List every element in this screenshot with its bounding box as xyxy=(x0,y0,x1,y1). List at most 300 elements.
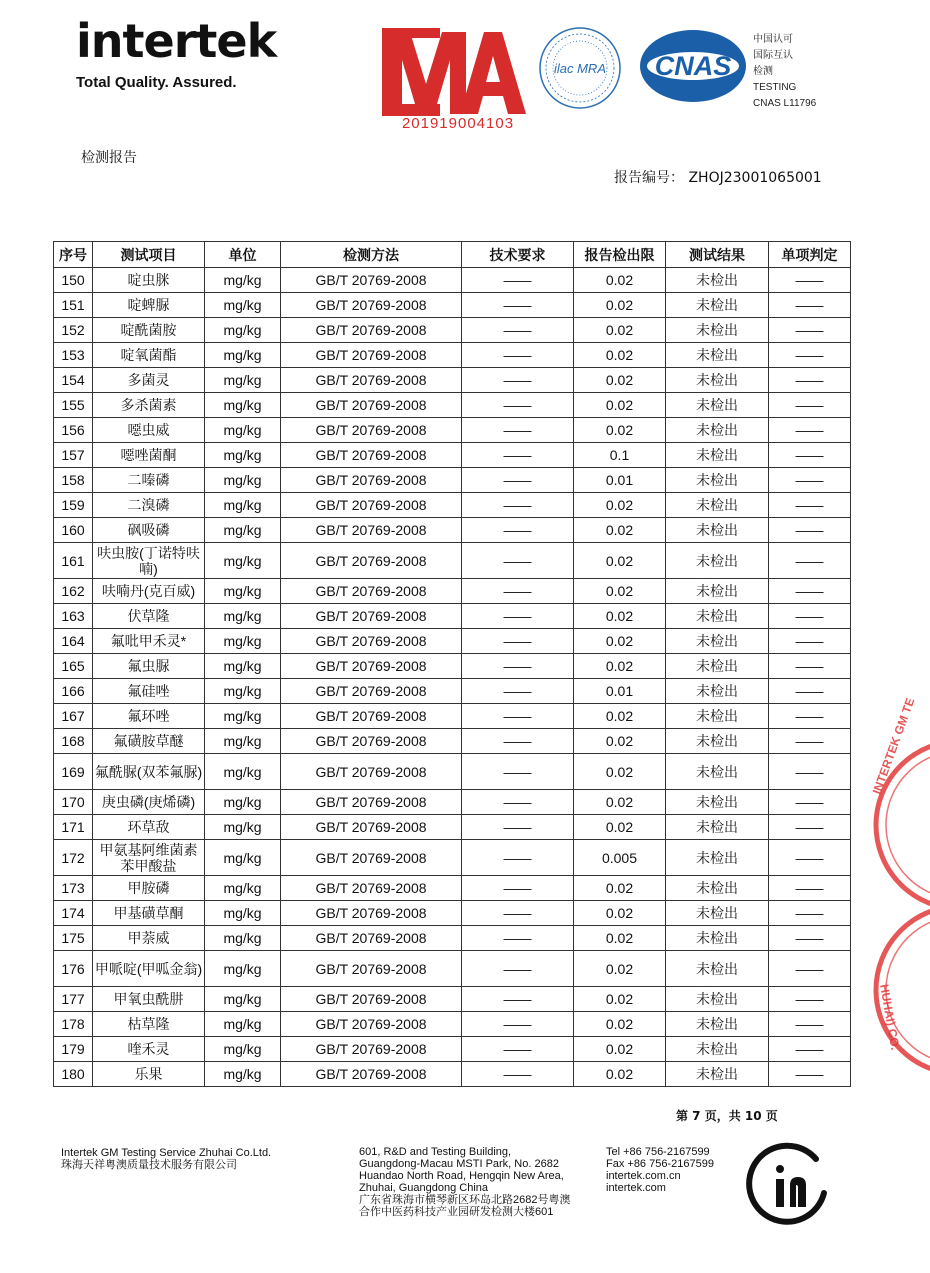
cell-seq: 170 xyxy=(54,790,93,815)
table-row xyxy=(54,418,851,443)
cell-limit: 0.005 xyxy=(574,840,666,876)
cell-result: 未检出 xyxy=(666,518,769,543)
cell-seq: 164 xyxy=(54,629,93,654)
cell-requirement: —— xyxy=(462,1037,574,1062)
table-row xyxy=(54,1062,851,1087)
cell-requirement: —— xyxy=(462,268,574,293)
cell-result: 未检出 xyxy=(666,293,769,318)
cell-judgement: —— xyxy=(769,987,851,1012)
intertek-logo xyxy=(76,14,316,91)
cell-judgement: —— xyxy=(769,268,851,293)
cell-limit: 0.02 xyxy=(574,704,666,729)
cell-unit: mg/kg xyxy=(205,1037,281,1062)
ilac-label: ilac MRA xyxy=(553,61,607,76)
footer-line: intertek.com.cn xyxy=(606,1170,681,1182)
cell-limit: 0.02 xyxy=(574,729,666,754)
cell-seq: 160 xyxy=(54,518,93,543)
table-row xyxy=(54,729,851,754)
cell-item: 噁虫威 xyxy=(93,418,205,443)
cnas-line: 中国认可 xyxy=(753,34,793,45)
cell-item: 砜吸磷 xyxy=(93,518,205,543)
cell-result: 未检出 xyxy=(666,493,769,518)
cell-judgement: —— xyxy=(769,815,851,840)
cell-method: GB/T 20769-2008 xyxy=(281,293,462,318)
header-requirement: 技术要求 xyxy=(462,242,574,268)
cell-unit: mg/kg xyxy=(205,729,281,754)
ilac-mra-emblem xyxy=(538,26,622,110)
cell-seq: 174 xyxy=(54,901,93,926)
cell-method: GB/T 20769-2008 xyxy=(281,987,462,1012)
cell-item: 二溴磷 xyxy=(93,493,205,518)
cell-method: GB/T 20769-2008 xyxy=(281,268,462,293)
cell-result: 未检出 xyxy=(666,790,769,815)
cell-result: 未检出 xyxy=(666,840,769,876)
cell-seq: 172 xyxy=(54,840,93,876)
cell-unit: mg/kg xyxy=(205,926,281,951)
table-row xyxy=(54,543,851,579)
cell-requirement: —— xyxy=(462,293,574,318)
cell-judgement: —— xyxy=(769,754,851,790)
cell-limit: 0.02 xyxy=(574,393,666,418)
cell-limit: 0.02 xyxy=(574,876,666,901)
cell-method: GB/T 20769-2008 xyxy=(281,493,462,518)
cell-limit: 0.02 xyxy=(574,368,666,393)
cell-unit: mg/kg xyxy=(205,1062,281,1087)
cell-seq: 157 xyxy=(54,443,93,468)
cell-limit: 0.02 xyxy=(574,754,666,790)
table-row xyxy=(54,876,851,901)
cell-judgement: —— xyxy=(769,840,851,876)
cell-judgement: —— xyxy=(769,493,851,518)
cell-method: GB/T 20769-2008 xyxy=(281,518,462,543)
cell-limit: 0.02 xyxy=(574,987,666,1012)
cell-unit: mg/kg xyxy=(205,901,281,926)
cell-item: 二嗪磷 xyxy=(93,468,205,493)
table-row xyxy=(54,268,851,293)
cell-limit: 0.02 xyxy=(574,493,666,518)
cell-item: 甲基磺草酮 xyxy=(93,901,205,926)
cell-requirement: —— xyxy=(462,493,574,518)
cell-unit: mg/kg xyxy=(205,654,281,679)
cell-method: GB/T 20769-2008 xyxy=(281,654,462,679)
cell-result: 未检出 xyxy=(666,1037,769,1062)
cell-method: GB/T 20769-2008 xyxy=(281,926,462,951)
cell-item: 氟吡甲禾灵* xyxy=(93,629,205,654)
page-number: 第 7 页，共 10 页 xyxy=(676,1109,778,1123)
cell-result: 未检出 xyxy=(666,268,769,293)
cell-result: 未检出 xyxy=(666,654,769,679)
cell-requirement: —— xyxy=(462,926,574,951)
company-seal-stamp xyxy=(869,696,930,1052)
cell-unit: mg/kg xyxy=(205,418,281,443)
cma-number: 201919004103 xyxy=(401,115,515,132)
cell-judgement: —— xyxy=(769,343,851,368)
cell-limit: 0.02 xyxy=(574,1012,666,1037)
cell-judgement: —— xyxy=(769,443,851,468)
cell-result: 未检出 xyxy=(666,951,769,987)
cell-requirement: —— xyxy=(462,654,574,679)
table-row xyxy=(54,579,851,604)
cell-limit: 0.02 xyxy=(574,318,666,343)
cell-judgement: —— xyxy=(769,318,851,343)
cell-item: 呋喃丹(克百威) xyxy=(93,579,205,604)
table-row xyxy=(54,790,851,815)
cell-item: 噁唑菌酮 xyxy=(93,443,205,468)
cell-requirement: —— xyxy=(462,318,574,343)
cell-method: GB/T 20769-2008 xyxy=(281,840,462,876)
cell-method: GB/T 20769-2008 xyxy=(281,1037,462,1062)
cell-seq: 176 xyxy=(54,951,93,987)
cell-result: 未检出 xyxy=(666,901,769,926)
cell-item: 庚虫磷(庚烯磷) xyxy=(93,790,205,815)
cell-judgement: —— xyxy=(769,704,851,729)
cell-item: 伏草隆 xyxy=(93,604,205,629)
cell-item: 氟硅唑 xyxy=(93,679,205,704)
cell-judgement: —— xyxy=(769,790,851,815)
cell-limit: 0.02 xyxy=(574,901,666,926)
header-unit: 单位 xyxy=(205,242,281,268)
cell-method: GB/T 20769-2008 xyxy=(281,679,462,704)
cell-method: GB/T 20769-2008 xyxy=(281,468,462,493)
cell-method: GB/T 20769-2008 xyxy=(281,754,462,790)
cell-unit: mg/kg xyxy=(205,1012,281,1037)
cell-method: GB/T 20769-2008 xyxy=(281,951,462,987)
cell-item: 氟酰脲(双苯氟脲) xyxy=(93,754,205,790)
cell-result: 未检出 xyxy=(666,729,769,754)
cnas-label: CNAS xyxy=(654,51,732,81)
cell-judgement: —— xyxy=(769,579,851,604)
cell-result: 未检出 xyxy=(666,318,769,343)
header-judgement: 单项判定 xyxy=(769,242,851,268)
cell-result: 未检出 xyxy=(666,468,769,493)
cell-result: 未检出 xyxy=(666,343,769,368)
footer-line: Guangdong-Macau MSTI Park, No. 2682 xyxy=(359,1158,559,1170)
cell-seq: 151 xyxy=(54,293,93,318)
cell-limit: 0.02 xyxy=(574,815,666,840)
cell-seq: 171 xyxy=(54,815,93,840)
cell-seq: 168 xyxy=(54,729,93,754)
cell-requirement: —— xyxy=(462,393,574,418)
cell-unit: mg/kg xyxy=(205,293,281,318)
cell-unit: mg/kg xyxy=(205,987,281,1012)
cell-method: GB/T 20769-2008 xyxy=(281,579,462,604)
cell-unit: mg/kg xyxy=(205,543,281,579)
cell-unit: mg/kg xyxy=(205,318,281,343)
cell-method: GB/T 20769-2008 xyxy=(281,318,462,343)
cell-limit: 0.1 xyxy=(574,443,666,468)
cell-item: 氟环唑 xyxy=(93,704,205,729)
cell-judgement: —— xyxy=(769,418,851,443)
table-row xyxy=(54,926,851,951)
cell-requirement: —— xyxy=(462,368,574,393)
cell-judgement: —— xyxy=(769,729,851,754)
cell-item: 甲氨基阿维菌素苯甲酸盐 xyxy=(93,840,205,876)
footer-line: 合作中医药科技产业园研发检测大楼601 xyxy=(359,1206,554,1218)
table-header-row xyxy=(54,242,851,268)
cell-unit: mg/kg xyxy=(205,704,281,729)
cell-judgement: —— xyxy=(769,901,851,926)
footer-line: Zhuhai, Guangdong China xyxy=(359,1182,489,1194)
cell-result: 未检出 xyxy=(666,579,769,604)
cell-item: 多杀菌素 xyxy=(93,393,205,418)
cell-result: 未检出 xyxy=(666,815,769,840)
cell-limit: 0.02 xyxy=(574,926,666,951)
cell-seq: 163 xyxy=(54,604,93,629)
cell-unit: mg/kg xyxy=(205,368,281,393)
footer-line: Huandao North Road, Hengqin New Area, xyxy=(359,1170,564,1182)
cell-result: 未检出 xyxy=(666,443,769,468)
cell-seq: 167 xyxy=(54,704,93,729)
cell-unit: mg/kg xyxy=(205,604,281,629)
cell-item: 多菌灵 xyxy=(93,368,205,393)
cell-item: 氟磺胺草醚 xyxy=(93,729,205,754)
cell-unit: mg/kg xyxy=(205,579,281,604)
table-row xyxy=(54,368,851,393)
cnas-line: TESTING xyxy=(753,82,797,93)
logo-tagline: Total Quality. Assured. xyxy=(76,74,237,91)
cell-limit: 0.02 xyxy=(574,654,666,679)
cell-method: GB/T 20769-2008 xyxy=(281,815,462,840)
footer-line: Intertek GM Testing Service Zhuhai Co.Ltd. xyxy=(61,1147,272,1159)
cell-unit: mg/kg xyxy=(205,443,281,468)
cell-seq: 165 xyxy=(54,654,93,679)
footer-address xyxy=(359,1146,570,1218)
cell-requirement: —— xyxy=(462,1062,574,1087)
cell-limit: 0.02 xyxy=(574,518,666,543)
cell-judgement: —— xyxy=(769,679,851,704)
cell-judgement: —— xyxy=(769,654,851,679)
cell-requirement: —— xyxy=(462,443,574,468)
cell-requirement: —— xyxy=(462,629,574,654)
table-row xyxy=(54,654,851,679)
cell-method: GB/T 20769-2008 xyxy=(281,393,462,418)
cell-seq: 161 xyxy=(54,543,93,579)
cell-limit: 0.02 xyxy=(574,418,666,443)
cell-method: GB/T 20769-2008 xyxy=(281,629,462,654)
cell-requirement: —— xyxy=(462,987,574,1012)
cell-method: GB/T 20769-2008 xyxy=(281,543,462,579)
cell-item: 环草敌 xyxy=(93,815,205,840)
cell-limit: 0.02 xyxy=(574,1062,666,1087)
cell-limit: 0.02 xyxy=(574,268,666,293)
cell-judgement: —— xyxy=(769,393,851,418)
cell-requirement: —— xyxy=(462,543,574,579)
cell-judgement: —— xyxy=(769,468,851,493)
cell-seq: 153 xyxy=(54,343,93,368)
cnas-line: 检测 xyxy=(753,66,773,77)
cell-judgement: —— xyxy=(769,629,851,654)
cell-seq: 158 xyxy=(54,468,93,493)
cell-seq: 180 xyxy=(54,1062,93,1087)
cell-result: 未检出 xyxy=(666,604,769,629)
table-row xyxy=(54,443,851,468)
cell-method: GB/T 20769-2008 xyxy=(281,604,462,629)
cell-requirement: —— xyxy=(462,951,574,987)
cell-limit: 0.02 xyxy=(574,790,666,815)
cell-requirement: —— xyxy=(462,704,574,729)
cell-unit: mg/kg xyxy=(205,493,281,518)
cnas-line: CNAS L11796 xyxy=(753,98,817,109)
cell-method: GB/T 20769-2008 xyxy=(281,704,462,729)
cell-method: GB/T 20769-2008 xyxy=(281,1012,462,1037)
table-row xyxy=(54,493,851,518)
cell-method: GB/T 20769-2008 xyxy=(281,418,462,443)
cnas-caption xyxy=(753,32,816,112)
header-result: 测试结果 xyxy=(666,242,769,268)
cell-item: 甲哌啶(甲呱金翁) xyxy=(93,951,205,987)
cell-seq: 159 xyxy=(54,493,93,518)
cell-item: 呋虫胺(丁诺特呋喃) xyxy=(93,543,205,579)
cell-limit: 0.02 xyxy=(574,543,666,579)
cell-limit: 0.01 xyxy=(574,679,666,704)
cell-method: GB/T 20769-2008 xyxy=(281,901,462,926)
cell-item: 甲萘威 xyxy=(93,926,205,951)
cell-seq: 175 xyxy=(54,926,93,951)
cell-unit: mg/kg xyxy=(205,840,281,876)
table-row xyxy=(54,518,851,543)
table-row xyxy=(54,815,851,840)
cell-limit: 0.01 xyxy=(574,468,666,493)
cell-unit: mg/kg xyxy=(205,815,281,840)
header-seq: 序号 xyxy=(54,242,93,268)
intertek-circle-logo xyxy=(746,1141,832,1227)
svg-text:HUHAI) CO.: HUHAI) CO. xyxy=(877,983,903,1052)
cell-method: GB/T 20769-2008 xyxy=(281,790,462,815)
cell-result: 未检出 xyxy=(666,926,769,951)
cell-limit: 0.02 xyxy=(574,604,666,629)
cell-requirement: —— xyxy=(462,579,574,604)
cell-item: 啶氧菌酯 xyxy=(93,343,205,368)
cell-item: 啶酰菌胺 xyxy=(93,318,205,343)
cell-requirement: —— xyxy=(462,604,574,629)
cell-unit: mg/kg xyxy=(205,518,281,543)
cell-requirement: —— xyxy=(462,876,574,901)
cell-seq: 152 xyxy=(54,318,93,343)
table-row xyxy=(54,293,851,318)
cell-item: 乐果 xyxy=(93,1062,205,1087)
cell-method: GB/T 20769-2008 xyxy=(281,729,462,754)
cell-judgement: —— xyxy=(769,293,851,318)
cell-limit: 0.02 xyxy=(574,579,666,604)
footer-line: 601, R&D and Testing Building, xyxy=(359,1146,512,1158)
cell-item: 喹禾灵 xyxy=(93,1037,205,1062)
cell-result: 未检出 xyxy=(666,418,769,443)
cell-seq: 156 xyxy=(54,418,93,443)
cell-limit: 0.02 xyxy=(574,1037,666,1062)
cell-requirement: —— xyxy=(462,790,574,815)
cell-requirement: —— xyxy=(462,815,574,840)
cell-seq: 154 xyxy=(54,368,93,393)
cell-judgement: —— xyxy=(769,1012,851,1037)
cell-method: GB/T 20769-2008 xyxy=(281,368,462,393)
cell-result: 未检出 xyxy=(666,393,769,418)
cell-result: 未检出 xyxy=(666,987,769,1012)
cell-limit: 0.02 xyxy=(574,293,666,318)
cell-judgement: —— xyxy=(769,926,851,951)
cell-unit: mg/kg xyxy=(205,268,281,293)
cell-limit: 0.02 xyxy=(574,951,666,987)
cell-seq: 169 xyxy=(54,754,93,790)
cell-requirement: —— xyxy=(462,901,574,926)
table-row xyxy=(54,629,851,654)
table-row xyxy=(54,704,851,729)
cell-judgement: —— xyxy=(769,951,851,987)
cell-seq: 173 xyxy=(54,876,93,901)
logo-wordmark: intertek xyxy=(76,14,277,68)
table-row xyxy=(54,1012,851,1037)
cell-requirement: —— xyxy=(462,468,574,493)
table-row xyxy=(54,951,851,987)
cell-method: GB/T 20769-2008 xyxy=(281,343,462,368)
cell-result: 未检出 xyxy=(666,1062,769,1087)
cell-seq: 155 xyxy=(54,393,93,418)
footer-line: Tel +86 756-2167599 xyxy=(606,1146,710,1158)
cell-judgement: —— xyxy=(769,543,851,579)
cell-unit: mg/kg xyxy=(205,393,281,418)
cnas-line: 国际互认 xyxy=(753,50,793,61)
header-limit: 报告检出限 xyxy=(574,242,666,268)
header-method: 检测方法 xyxy=(281,242,462,268)
cnas-emblem xyxy=(638,28,748,104)
table-row xyxy=(54,468,851,493)
cell-item: 甲胺磷 xyxy=(93,876,205,901)
table-row xyxy=(54,1037,851,1062)
svg-text:INTERTEK GM TE: INTERTEK GM TE xyxy=(869,696,918,797)
footer-line: Fax +86 756-2167599 xyxy=(606,1158,714,1170)
cell-unit: mg/kg xyxy=(205,790,281,815)
cell-seq: 162 xyxy=(54,579,93,604)
cell-unit: mg/kg xyxy=(205,754,281,790)
cell-result: 未检出 xyxy=(666,1012,769,1037)
cell-seq: 166 xyxy=(54,679,93,704)
cell-judgement: —— xyxy=(769,604,851,629)
cell-result: 未检出 xyxy=(666,704,769,729)
cell-seq: 150 xyxy=(54,268,93,293)
footer-line: 珠海天祥粤澳质量技术服务有限公司 xyxy=(61,1159,237,1171)
cell-unit: mg/kg xyxy=(205,343,281,368)
cell-method: GB/T 20769-2008 xyxy=(281,1062,462,1087)
cell-result: 未检出 xyxy=(666,629,769,654)
cell-requirement: —— xyxy=(462,343,574,368)
cell-judgement: —— xyxy=(769,368,851,393)
cell-item: 枯草隆 xyxy=(93,1012,205,1037)
cell-requirement: —— xyxy=(462,840,574,876)
cell-requirement: —— xyxy=(462,729,574,754)
table-row xyxy=(54,901,851,926)
table-row xyxy=(54,393,851,418)
cell-judgement: —— xyxy=(769,518,851,543)
cell-unit: mg/kg xyxy=(205,679,281,704)
document-title: 检测报告 xyxy=(81,150,137,166)
cell-judgement: —— xyxy=(769,876,851,901)
cell-seq: 179 xyxy=(54,1037,93,1062)
table-row xyxy=(54,604,851,629)
cell-item: 啶虫脒 xyxy=(93,268,205,293)
table-row xyxy=(54,318,851,343)
table-row xyxy=(54,679,851,704)
table-row xyxy=(54,987,851,1012)
cell-result: 未检出 xyxy=(666,543,769,579)
cell-judgement: —— xyxy=(769,1062,851,1087)
cell-requirement: —— xyxy=(462,518,574,543)
results-table xyxy=(53,241,851,1087)
cell-result: 未检出 xyxy=(666,754,769,790)
cell-limit: 0.02 xyxy=(574,629,666,654)
cell-method: GB/T 20769-2008 xyxy=(281,876,462,901)
cell-seq: 178 xyxy=(54,1012,93,1037)
cell-item: 啶蜱脲 xyxy=(93,293,205,318)
header-item: 测试项目 xyxy=(93,242,205,268)
